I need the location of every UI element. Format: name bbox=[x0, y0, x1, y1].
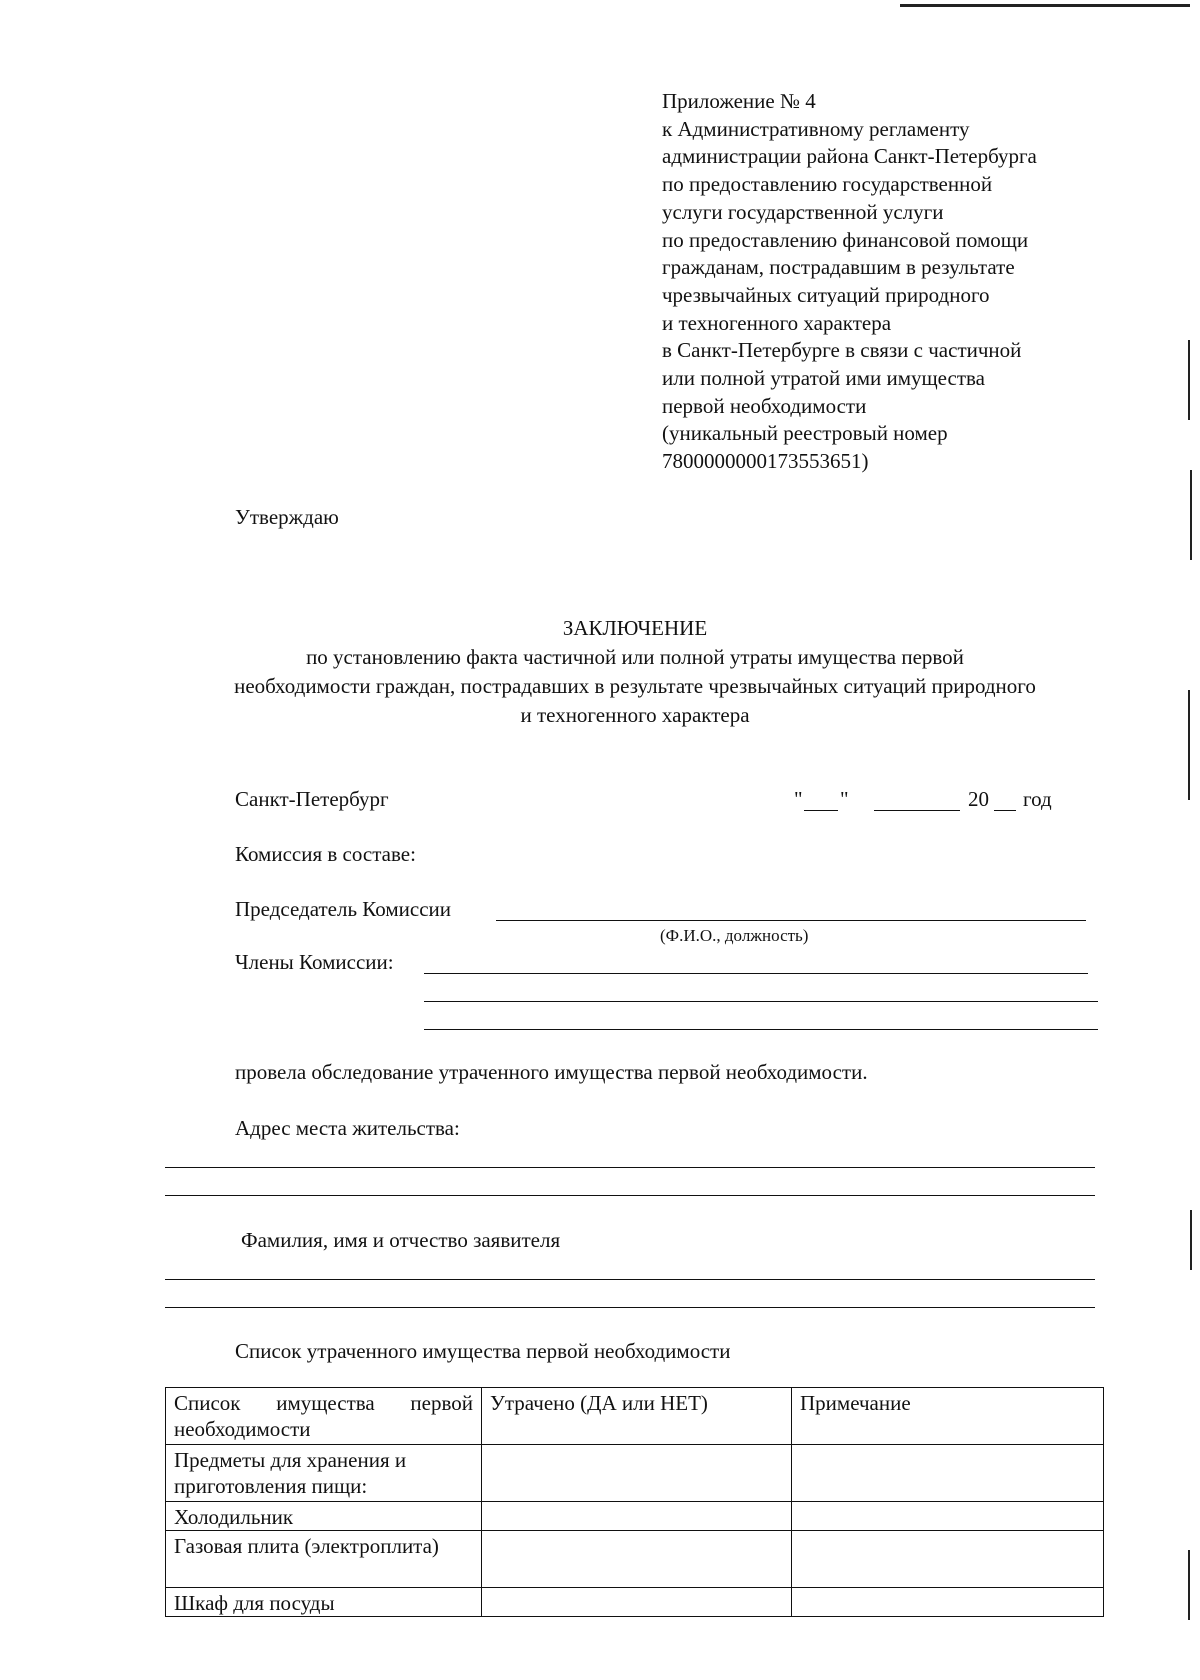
table-row bbox=[166, 1531, 1104, 1588]
appendix-line: гражданам, пострадавшим в результате bbox=[662, 255, 1015, 280]
applicant-field[interactable] bbox=[165, 1279, 1095, 1280]
members-label: Члены Комиссии: bbox=[235, 950, 394, 974]
members-field[interactable] bbox=[424, 1029, 1098, 1030]
title-line: необходимости граждан, пострадавших в результате чрезвычайных ситуаций природного bbox=[234, 674, 1036, 698]
appendix-line: (уникальный реестровый номер bbox=[662, 421, 948, 446]
scan-top-line bbox=[900, 4, 1190, 7]
table-cell-item: Газовая плита (электроплита) bbox=[166, 1531, 482, 1588]
date-year-prefix: 20 bbox=[968, 787, 989, 811]
table-cell-item: Шкаф для посуды bbox=[166, 1588, 482, 1617]
appendix-line: 7800000000173553651) bbox=[662, 449, 869, 474]
date-day-field[interactable] bbox=[804, 810, 838, 811]
table-cell-lost[interactable] bbox=[482, 1588, 792, 1617]
title-line: и техногенного характера bbox=[520, 703, 750, 727]
list-title: Список утраченного имущества первой необходимости bbox=[235, 1339, 731, 1363]
scan-edge-mark bbox=[1188, 340, 1190, 420]
appendix-line: услуги государственной услуги bbox=[662, 199, 944, 224]
appendix-line: и техногенного характера bbox=[662, 310, 892, 335]
applicant-label: Фамилия, имя и отчество заявителя bbox=[241, 1228, 561, 1252]
table-cell-item: Предметы для хранения и приготовления пищи: bbox=[166, 1445, 482, 1502]
appendix-line: администрации района Санкт-Петербурга bbox=[662, 144, 1037, 169]
appendix-block bbox=[662, 88, 1132, 476]
table-header-cell: Утрачено (ДА или НЕТ) bbox=[482, 1388, 792, 1445]
table-cell-lost[interactable] bbox=[482, 1531, 792, 1588]
chair-label: Председатель Комиссии bbox=[235, 897, 451, 921]
applicant-field[interactable] bbox=[165, 1307, 1095, 1308]
table-cell-lost[interactable] bbox=[482, 1445, 792, 1502]
members-field[interactable] bbox=[424, 973, 1088, 974]
table-cell-item: Холодильник bbox=[166, 1502, 482, 1531]
table-row bbox=[166, 1588, 1104, 1617]
table-header-cell: Примечание bbox=[792, 1388, 1104, 1445]
table-cell-note[interactable] bbox=[792, 1588, 1104, 1617]
table-header-cell: Список имущества первой необходимости bbox=[166, 1388, 482, 1445]
scan-edge-mark bbox=[1190, 1210, 1192, 1270]
approve-label: Утверждаю bbox=[235, 505, 339, 529]
property-table bbox=[165, 1387, 1104, 1617]
table-row bbox=[166, 1445, 1104, 1502]
appendix-line: чрезвычайных ситуаций природного bbox=[662, 282, 990, 307]
place-label: Санкт-Петербург bbox=[235, 787, 389, 811]
appendix-line: по предоставлению финансовой помощи bbox=[662, 227, 1029, 252]
table-cell-note[interactable] bbox=[792, 1531, 1104, 1588]
table-cell-lost[interactable] bbox=[482, 1502, 792, 1531]
appendix-line: в Санкт-Петербурге в связи с частичной bbox=[662, 338, 1022, 363]
survey-text: провела обследование утраченного имущества первой необходимости. bbox=[235, 1060, 868, 1084]
appendix-line: или полной утратой ими имущества bbox=[662, 366, 985, 391]
table-row bbox=[166, 1502, 1104, 1531]
table-header-row bbox=[166, 1388, 1104, 1445]
date-month-field[interactable] bbox=[874, 810, 960, 811]
appendix-line: к Административному регламенту bbox=[662, 116, 970, 141]
appendix-line: Приложение № 4 bbox=[662, 89, 816, 113]
commission-label: Комиссия в составе: bbox=[235, 842, 416, 866]
scan-edge-mark bbox=[1188, 690, 1190, 800]
date-quote-close: " bbox=[840, 787, 849, 811]
chair-field[interactable] bbox=[496, 920, 1086, 921]
address-label: Адрес места жительства: bbox=[235, 1116, 460, 1140]
title-line: по установлению факта частичной или полной утраты имущества первой bbox=[306, 645, 964, 669]
table-cell-note[interactable] bbox=[792, 1502, 1104, 1531]
table-cell-note[interactable] bbox=[792, 1445, 1104, 1502]
address-field[interactable] bbox=[165, 1195, 1095, 1196]
date-year-field[interactable] bbox=[994, 810, 1016, 811]
scan-edge-mark bbox=[1190, 470, 1192, 560]
date-year-word: год bbox=[1023, 787, 1052, 811]
address-field[interactable] bbox=[165, 1167, 1095, 1168]
members-field[interactable] bbox=[424, 1001, 1098, 1002]
appendix-line: первой необходимости bbox=[662, 393, 867, 418]
document-title: ЗАКЛЮЧЕНИЕ bbox=[562, 616, 708, 640]
appendix-line: по предоставлению государственной bbox=[662, 172, 993, 197]
date-quote-open: " bbox=[794, 787, 803, 811]
scan-edge-mark bbox=[1188, 1550, 1190, 1620]
chair-hint: (Ф.И.О., должность) bbox=[660, 926, 809, 945]
